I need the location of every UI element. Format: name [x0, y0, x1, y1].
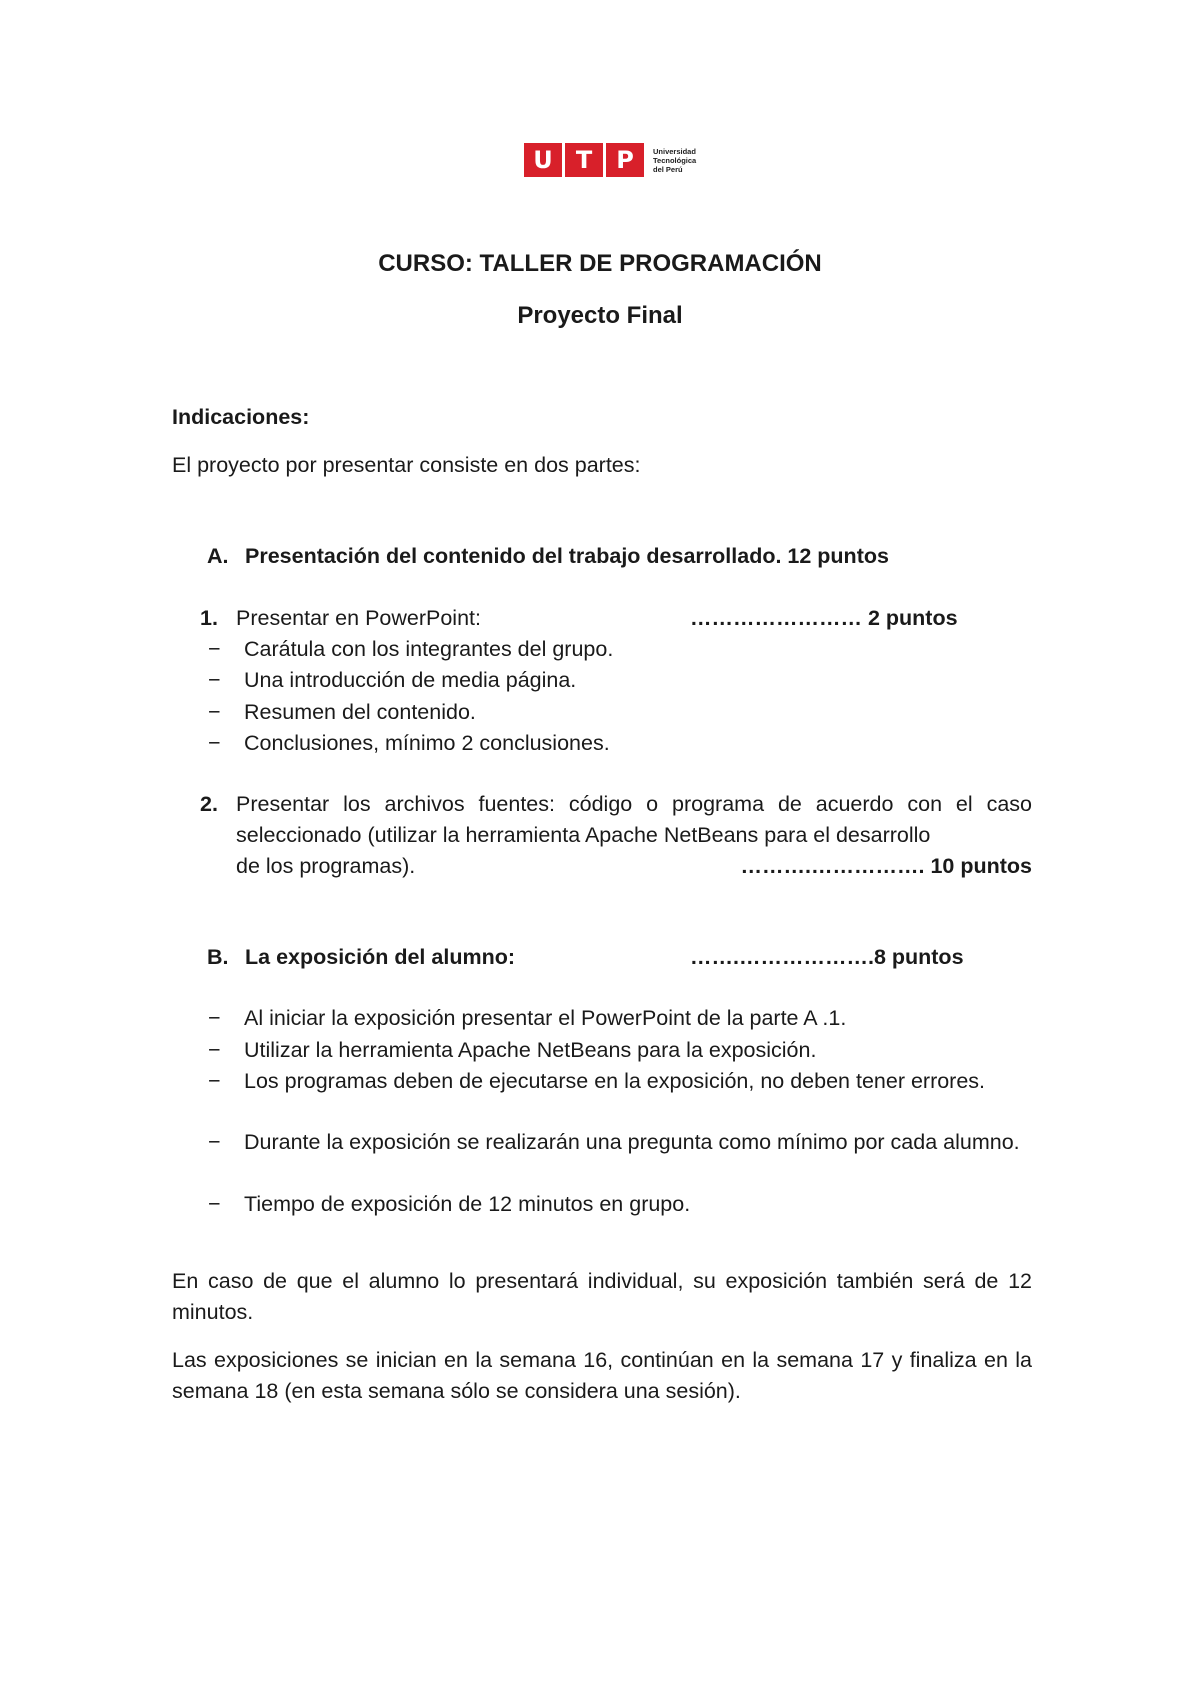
- dash-bullet: −: [208, 1038, 221, 1062]
- item-2-last-line: [236, 851, 1032, 882]
- item-2-points: ……….……………. 10 puntos: [740, 854, 1032, 878]
- dash-bullet: −: [208, 1130, 221, 1154]
- list-item-text: Conclusiones, mínimo 2 conclusiones.: [244, 731, 610, 755]
- item-2-text: Presentar los archivos fuentes: código o programa de acuerdo con el caso seleccionado (utilizar la herramienta Apache NetBeans para el desarrollo: [236, 792, 1032, 847]
- item-2-number: 2.: [200, 792, 218, 816]
- dash-bullet: −: [208, 700, 221, 724]
- item-2-text-end: de los programas).: [236, 854, 416, 878]
- item-1-number: 1.: [200, 606, 218, 630]
- logo-letter-u: U: [524, 143, 562, 177]
- dash-bullet: −: [208, 668, 221, 692]
- logo-letter-p: P: [606, 143, 644, 177]
- list-item: [208, 1189, 1032, 1220]
- section-a-heading: [207, 541, 889, 572]
- list-item-text: Al iniciar la exposición presentar el PowerPoint de la parte A .1.: [244, 1006, 847, 1030]
- indicaciones-intro: El proyecto por presentar consiste en dos partes:: [172, 453, 641, 477]
- item-2-body: [236, 789, 1032, 882]
- list-item-text: Tiempo de exposición de 12 minutos en grupo.: [244, 1192, 691, 1216]
- section-b-points: …….……………….8 puntos: [690, 945, 964, 969]
- dash-bullet: −: [208, 731, 221, 755]
- list-item-text: Los programas deben de ejecutarse en la exposición, no deben tener errores.: [244, 1069, 986, 1093]
- project-subtitle: Proyecto Final: [517, 302, 683, 329]
- dash-bullet: −: [208, 1192, 221, 1216]
- list-item-text: Carátula con los integrantes del grupo.: [244, 637, 614, 661]
- list-item-text: Una introducción de media página.: [244, 668, 577, 692]
- logo-line-2: Tecnológica: [653, 155, 697, 165]
- logo-line-3: del Perú: [653, 164, 683, 174]
- indicaciones-heading: Indicaciones:: [172, 405, 310, 429]
- section-b-heading: [207, 942, 515, 973]
- logo-letter-t: T: [565, 143, 603, 177]
- section-b-title: La exposición del alumno:: [245, 945, 515, 969]
- list-item: [208, 1066, 1032, 1097]
- logo-line-1: Universidad: [653, 146, 696, 156]
- list-item: [208, 1127, 1032, 1158]
- list-item-text: Durante la exposición se realizarán una pregunta como mínimo por cada alumno.: [244, 1130, 1020, 1154]
- item-1-points: …………………… 2 puntos: [690, 606, 958, 630]
- section-a-title: Presentación del contenido del trabajo desarrollado. 12 puntos: [245, 544, 889, 568]
- logo-university-name: [653, 147, 696, 174]
- utp-logo: [524, 143, 696, 177]
- item-1-label: Presentar en PowerPoint:: [236, 606, 481, 630]
- course-title: CURSO: TALLER DE PROGRAMACIÓN: [378, 250, 822, 277]
- dash-bullet: −: [208, 637, 221, 661]
- list-item: [208, 1035, 1032, 1066]
- dash-bullet: −: [208, 1069, 221, 1093]
- section-a-letter: A.: [207, 544, 229, 568]
- section-b-letter: B.: [207, 945, 229, 969]
- dash-bullet: −: [208, 1006, 221, 1030]
- paragraph-individual: En caso de que el alumno lo presentará individual, su exposición también será de 12 minutos.: [172, 1269, 1032, 1324]
- paragraph-schedule: Las exposiciones se inician en la semana 16, continúan en la semana 17 y finaliza en la semana 18 (en esta semana sólo se considera una sesión).: [172, 1348, 1032, 1403]
- list-item-text: Resumen del contenido.: [244, 700, 476, 724]
- list-item-text: Utilizar la herramienta Apache NetBeans para la exposición.: [244, 1038, 817, 1062]
- list-item: [208, 1003, 1032, 1034]
